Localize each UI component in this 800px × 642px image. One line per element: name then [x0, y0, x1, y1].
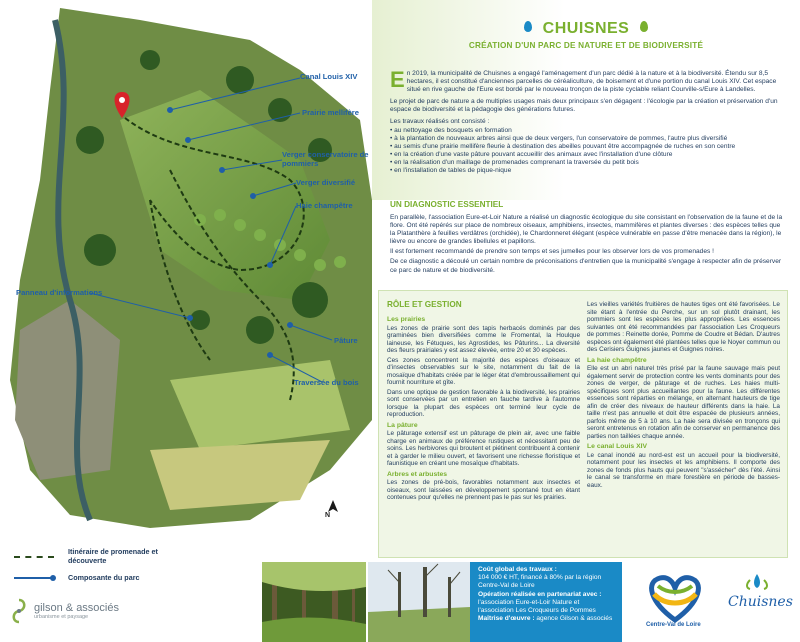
north-label: N — [325, 512, 331, 519]
prairies-paragraph-3: Dans une optique de gestion favorable à la biodiversité, les prairies sont conservées par un entretien en fauche tardive à l'automne lorsque la plupart des espèces ont terminé leur cycle de reproduction. — [387, 388, 580, 418]
dropcap: E — [390, 67, 405, 92]
page-title: CHUISNES — [542, 20, 630, 37]
works-list — [390, 118, 785, 175]
gilson-logo-icon — [10, 598, 28, 624]
title-row — [372, 20, 800, 38]
list-item: • au semis d'une prairie mellifère fleurie à destination des abeilles pouvant être accompagnée de ruches en son centre — [390, 142, 736, 150]
diagnostic-heading: UN DIAGNOSTIC ESSENTIEL — [390, 200, 504, 209]
pature-heading: La pâture — [387, 421, 418, 429]
info-box — [470, 562, 622, 642]
arbres-paragraph: Les zones de pré-bois, favorables notamment aux insectes et oiseaux, sont laissées en développement spontané tout en étant contenues pour qu'elles ne prennent pas le pas sur les prairies. — [387, 479, 580, 501]
callout-canal: Canal Louis XIV — [300, 72, 358, 81]
meadow-photo — [368, 562, 470, 642]
company-logo — [10, 598, 119, 624]
callout-verger-pommiers: Verger conservatoire de pommiers — [282, 150, 369, 168]
legend-itinerary — [14, 548, 178, 565]
cost-heading: Coût global des travaux : — [478, 566, 557, 573]
role-column-right — [587, 301, 780, 491]
intro-paragraph-2: Le projet de parc de nature a de multiples usages mais deux principaux s'en dégagent : l'écologie par la création et préservation d'un espace de biodiversité et la pédagogie des générations futures. — [390, 98, 778, 114]
role-heading: RÔLE ET GESTION — [387, 300, 462, 309]
callout-prairie: Prairie mellifère — [302, 108, 359, 117]
legend-component-label: Composante du parc — [68, 573, 140, 582]
diagnostic-paragraph-2: Il est fortement recommandé de prendre son temps et ses jumelles pour les observer lors de vos promenades ! — [390, 248, 714, 256]
aerial-map — [0, 0, 372, 530]
page-subtitle: CRÉATION D'UN PARC DE NATURE ET DE BIODIVERSITÉ — [468, 41, 704, 50]
callout-panneau: Panneau d'informations — [16, 288, 103, 297]
intro-paragraph-1: n 2019, la municipalité de Chuisnes a engagé l'aménagement d'un parc dédié à la nature et à la biodiversité. Étendu sur 8,5 hectares, il est constitué d'anciennes parcelles de céréaliculture, de boisement et d'une portion du canal Louis XIV. Cet espace situé en rive gauche de l'Eure est bordé par le nouveau tronçon de la piste cyclable reliant Courville-s/Eure à Landelles. — [406, 70, 777, 94]
dashed-line-icon — [14, 556, 54, 558]
callout-haie: Haie champêtre — [296, 201, 353, 210]
leader-line-icon — [14, 577, 54, 579]
role-column-left — [387, 313, 580, 504]
role-gestion-box — [378, 290, 788, 558]
header-panel — [372, 0, 800, 200]
diagnostic-paragraph-3: De ce diagnostic a découlé un certain nombre de préconisations d'entretien que la municipalité s'engage à respecter afin de préserver ce parc de nature et de biodiversité. — [390, 258, 782, 274]
callout-traversee: Traversée du bois — [294, 378, 359, 387]
prairies-paragraph-1: Les zones de prairie sont des tapis herbacés dominés par des graminées bien diversifiées comme le Fromental, la Houlque laineuse, les Fétuques, les Agrostides, les Pâturins... La diversité des fleurs prairiales y est assez élevée, entre 20 et 30 espèces. — [387, 324, 580, 354]
diagnostic-paragraph-1: En parallèle, l'association Eure-et-Loir Nature a réalisé un diagnostic écologique du site consistant en l'observation de la faune et de la flore. Ont été repérés sur place de nombreux oiseaux, amphibiens, insectes, mammifères et plantes diverses : des espèces telles que la Platanthère à feuilles verdâtres (orchidée), le Chardonneret élégant (espèce vulnérable en passe d'être menacée dans la région), le lièvre ou encore de grandes libellules et papillons. — [390, 214, 783, 246]
region-logo-label: Centre-Val de Loire — [646, 622, 701, 628]
moe-text: agence Gilson & associés — [536, 615, 613, 623]
canal-heading: Le canal Louis XIV — [587, 443, 648, 450]
list-item: • à la plantation de nouveaux arbres ainsi que de deux vergers, l'un conservatoire de pommes, l'autre plus diversifié — [390, 134, 728, 142]
list-item: • au nettoyage des bosquets en formation — [390, 126, 512, 134]
diagnostic-text — [390, 214, 785, 277]
canal-paragraph: Le canal inondé au nord-est est un accueil pour la biodiversité, notamment pour les insectes et les amphibiens. Il comporte des zones de fonds plus hauts qui peuvent "s'assécher" dès l'été. Ainsi le canal se transforme en mare forestière en période de basses-eaux. — [587, 451, 780, 489]
water-drop-icon — [524, 21, 532, 32]
water-drop-icon — [640, 21, 648, 32]
company-name: gilson & associés — [34, 602, 119, 614]
company-subtitle: urbanisme et paysage — [34, 614, 89, 620]
haie-heading: La haie champêtre — [587, 356, 647, 364]
prairies-heading: Les prairies — [387, 316, 426, 323]
partner-heading: Opération réalisée en partenariat avec : — [478, 590, 602, 598]
vergers-paragraph: Les vieilles variétés fruitières de hautes tiges ont été favorisées. Le site étant à l'entrée du Perche, sur un sol plutôt drainant, les pommiers sont les espèces les plus appropriées. Les essences suivantes ont été recommandées par l'association Les Croqueurs de pommes : Reinette dorée, Pomme de Coudre et Bédan. D'autres espèces ont également été plantées telles que le Noyer commun ou des Cerisiers Guignes jaunes et Guignes noires. — [587, 301, 780, 353]
legend-component — [14, 574, 140, 583]
works-intro: Les travaux réalisés ont consisté : — [390, 118, 490, 126]
legend-itinerary-label: Itinéraire de promenade et découverte — [68, 547, 158, 565]
intro-text — [390, 67, 785, 175]
list-item: • en l'installation de tables de pique-nique — [390, 167, 512, 175]
list-item: • en la réalisation d'un maillage de promenades comprenant la traversée du petit bois — [390, 158, 639, 166]
list-item: • en la création d'une vaste pâture pouvant accueillir des animaux avec l'installation d'une clôture — [390, 150, 673, 158]
north-arrow-icon — [328, 500, 338, 512]
callout-pature: Pâture — [334, 336, 358, 345]
pature-paragraph: Le pâturage extensif est un pâturage de plein air, avec une faible charge en animaux de préférence rustiques et nécessitant peu de soins. Les herbivores qui broutent et piétinent contribuent à contenir et à garder le milieu ouvert, et favorisent une richesse floristique et faunistique en créant une mosaïque d'habitats. — [387, 430, 580, 467]
forest-photo — [262, 562, 366, 642]
cost-text: 104 000 € HT, financé à 80% par la région Centre-Val de Loire — [478, 574, 602, 590]
partner-text: l'association Eure-et-Loir Nature et l'association Les Croqueurs de Pommes — [478, 598, 596, 615]
moe-heading: Maîtrise d'œuvre : — [478, 615, 535, 623]
town-logo-label: Chuisnes — [728, 594, 793, 610]
callout-verger-diversifie: Verger diversifié — [296, 178, 356, 187]
prairies-paragraph-2: Ces zones concentrent la majorité des espèces d'oiseaux et d'insectes observables sur le site, notamment du fait de la mosaïque d'habitats créée par le léger état d'embroussaillement qui fournit nourriture et gîte. — [387, 356, 580, 386]
arbres-heading: Arbres et arbustes — [387, 470, 448, 478]
haie-paragraph: Elle est un abri naturel très prisé par la faune sauvage mais peut également servir de protection contre les vents dominants pour des zones de verger, de pâturage et de ruches. Les haies multi-spécifiques sont plus accueillantes pour la faune. Les différentes essences sont réparties en mélange, en alternant hauteurs de tige afin de créer des niveaux de hauteur différents dans la haie. La taille n'est pas annuelle et doit être espacée de plusieurs années, parfois même de 5 à 10 ans. La haie sera divisée en tronçons qui seront entretenus en rotation afin de conserver en permanence des parties non taillées chaque année. — [587, 365, 780, 440]
